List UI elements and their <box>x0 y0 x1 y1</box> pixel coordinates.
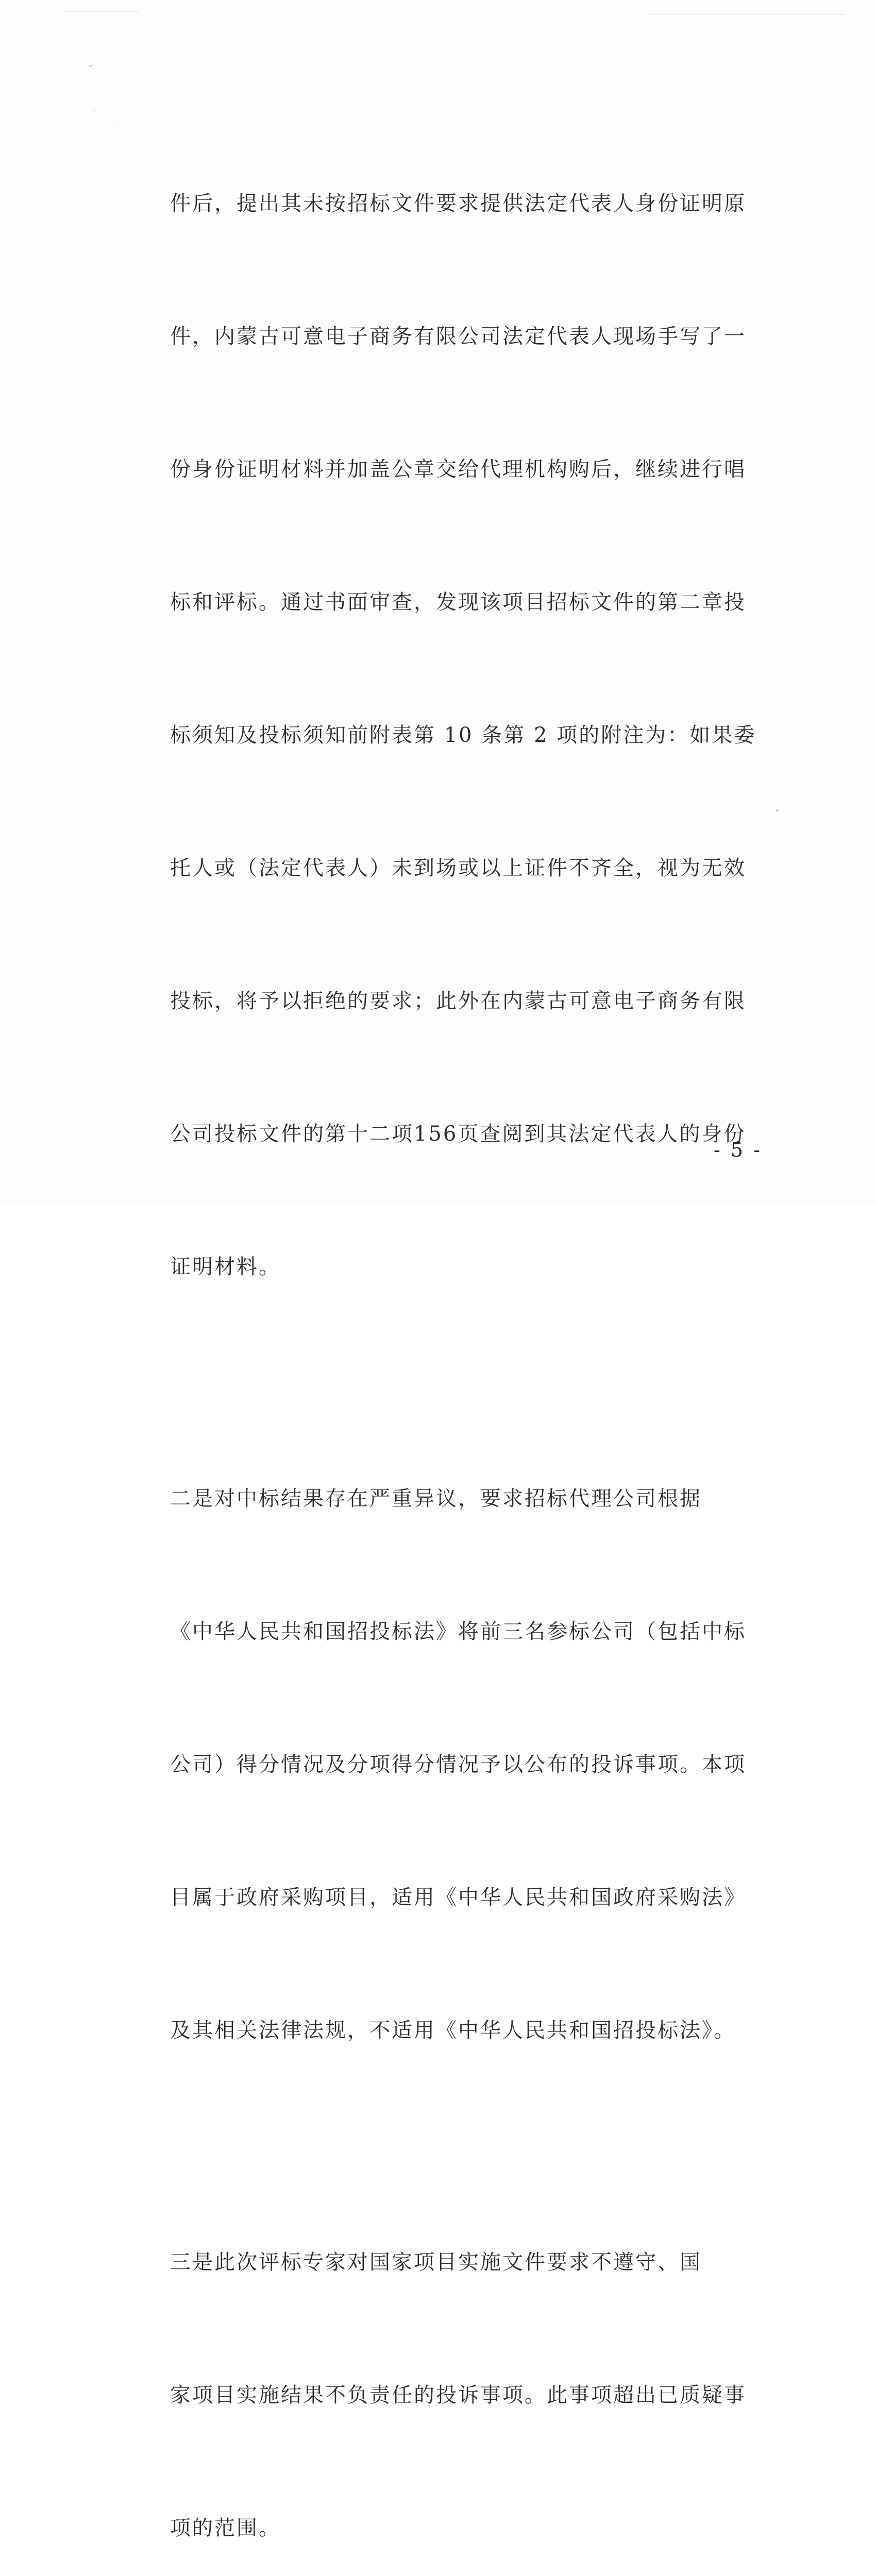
scan-artifact-line <box>649 14 845 15</box>
text-line: 三是此次评标专家对国家项目实施文件要求不遵守、国 <box>170 2250 702 2274</box>
document-body <box>170 93 788 2576</box>
scan-artifact-mark: · <box>116 121 119 131</box>
text-line: 证明材料。 <box>170 1255 281 1279</box>
scan-artifact-mark: · <box>93 106 96 115</box>
scan-artifact-line <box>62 11 139 12</box>
text-line: 二是对中标结果存在严重异议，要求招标代理公司根据 <box>170 1487 702 1511</box>
page-number: - 5 - <box>714 1139 763 1161</box>
text-line: 项的范围。 <box>170 2516 281 2540</box>
scan-artifact-mark: · <box>111 75 113 83</box>
text-line: 件，内蒙古可意电子商务有限公司法定代表人现场手写了一 <box>170 325 746 348</box>
text-line: 公司投标文件的第十二项156页查阅到其法定代表人的身份 <box>170 1122 746 1146</box>
scan-artifact-mark: ˇ <box>88 64 93 77</box>
text-line: 件后，提出其未按招标文件要求提供法定代表人身份证明原 <box>170 192 746 215</box>
text-line: 公司）得分情况及分项得分情况予以公布的投诉事项。本项 <box>170 1753 746 1776</box>
paragraph-continuation <box>170 93 788 1378</box>
text-line: 目属于政府采购项目，适用《中华人民共和国政府采购法》 <box>170 1886 746 1909</box>
text-line: 家项目实施结果不负责任的投诉事项。此事项超出已质疑事 <box>170 2383 746 2407</box>
text-line: 及其相关法律法规，不适用《中华人民共和国招投标法》。 <box>170 2019 736 2042</box>
text-line: 标须知及投标须知前附表第 10 条第 2 项的附注为：如果委 <box>170 723 756 747</box>
text-line: 《中华人民共和国招投标法》将前三名参标公司（包括中标 <box>170 1620 746 1643</box>
text-line: 份身份证明材料并加盖公章交给代理机构购后，继续进行唱 <box>170 457 746 481</box>
text-line: 托人或（法定代表人）未到场或以上证件不齐全，视为无效 <box>170 856 746 880</box>
text-line: 投标，将予以拒绝的要求；此外在内蒙古可意电子商务有限 <box>170 989 746 1013</box>
paragraph-item-three <box>170 2151 788 2576</box>
text-line: 标和评标。通过书面审查，发现该项目招标文件的第二章投 <box>170 590 746 614</box>
paragraph-item-two <box>170 1388 788 2141</box>
